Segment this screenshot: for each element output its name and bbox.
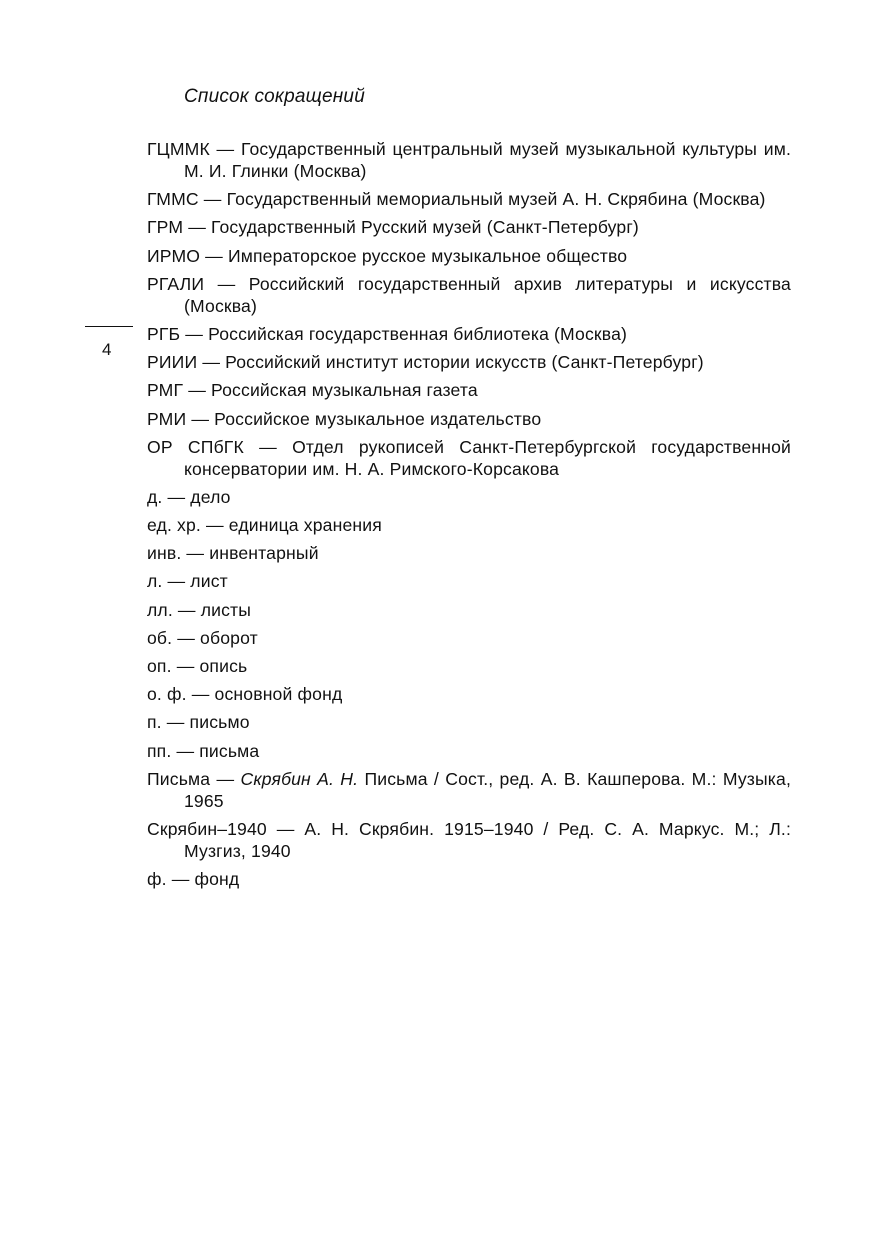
margin-rule — [85, 326, 133, 327]
abbreviation-term: ИРМО — [147, 245, 201, 266]
source-author: Скрябин А. Н. — [240, 768, 359, 789]
abbreviation-list — [147, 138, 791, 896]
abbreviation-term: РГАЛИ — [147, 273, 205, 294]
abbreviation-definition: Государственный Русский музей (Санкт-Петербург) — [211, 217, 639, 238]
abbreviation-entry — [147, 486, 791, 508]
abbreviation-definition: А. Н. Скрябин. 1915–1940 / Ред. С. А. Маркус. М.; Л.: Музгиз, 1940 — [184, 818, 791, 861]
entry-dash: — — [180, 323, 209, 344]
abbreviation-entry — [147, 868, 791, 890]
abbreviation-definition: Российское музыкальное издательство — [214, 408, 542, 429]
abbreviation-term: оп. — [147, 656, 172, 676]
abbreviation-term: ГММС — [147, 189, 199, 210]
entry-dash: — — [243, 436, 293, 457]
abbreviation-entry — [147, 768, 791, 812]
abbreviation-term: пп. — [147, 740, 172, 761]
abbreviation-term: РМИ — [147, 408, 187, 429]
abbreviation-term: РМГ — [147, 380, 184, 401]
abbreviation-entry — [147, 188, 791, 210]
abbreviation-term: РИИИ — [147, 352, 198, 373]
entry-dash: — — [204, 273, 249, 294]
abbreviation-definition: Российский институт истории искусств (Санкт-Петербург) — [225, 352, 704, 373]
abbreviation-entry — [147, 818, 791, 862]
abbreviation-entry — [147, 379, 791, 401]
entry-dash: — — [200, 245, 228, 266]
entry-dash: — — [162, 571, 191, 592]
abbreviation-term: РГБ — [147, 323, 181, 344]
abbreviation-definition: Государственный центральный музей музыкальной культуры им. М. И. Глинки (Москва) — [184, 139, 792, 181]
abbreviation-definition: Письма / Сост., ред. А. В. Кашперова. М.: Музыка, 1965 — [184, 768, 791, 811]
abbreviation-entry — [147, 683, 791, 705]
entry-dash: — — [172, 599, 201, 620]
abbreviation-entry — [147, 599, 791, 621]
abbreviation-definition: оборот — [200, 627, 258, 648]
entry-dash: — — [200, 515, 229, 536]
abbreviation-entry — [147, 740, 791, 762]
abbreviation-definition: Отдел рукописей Санкт-Петербургской государственной консерватории им. Н. А. Римского-Корсакова — [184, 436, 791, 479]
abbreviation-term: лл. — [147, 599, 173, 620]
abbreviation-term: ОР СПбГК — [147, 436, 244, 457]
abbreviation-definition: дело — [190, 486, 231, 507]
entry-dash: — — [198, 189, 227, 210]
abbreviation-term: д. — [147, 486, 163, 507]
abbreviation-entry — [147, 542, 791, 564]
abbreviation-definition: фонд — [194, 869, 240, 890]
entry-dash: — — [162, 486, 191, 507]
abbreviation-entry — [147, 655, 791, 677]
entry-dash: — — [186, 684, 215, 705]
page-title: Список сокращений — [184, 86, 365, 107]
abbreviation-term: об. — [147, 627, 173, 648]
abbreviation-entry — [147, 323, 791, 345]
abbreviation-term: л. — [147, 571, 163, 592]
abbreviation-definition: листы — [200, 599, 252, 620]
abbreviation-entry — [147, 436, 791, 480]
abbreviation-entry — [147, 273, 791, 317]
entry-dash: — — [197, 352, 226, 373]
entry-dash: — — [186, 408, 215, 429]
abbreviation-term: ед. хр. — [147, 515, 201, 536]
abbreviation-definition: Российская музыкальная газета — [211, 380, 478, 401]
entry-dash: — — [171, 656, 200, 676]
abbreviation-entry — [147, 711, 791, 733]
abbreviation-entry — [147, 570, 791, 592]
abbreviation-entry — [147, 351, 791, 373]
abbreviation-term: инв. — [147, 543, 182, 564]
abbreviation-entry — [147, 216, 791, 238]
abbreviation-term: о. ф. — [147, 684, 187, 705]
abbreviation-term: ГЦММК — [147, 139, 210, 159]
entry-dash: — — [266, 818, 305, 839]
abbreviation-entry — [147, 408, 791, 430]
abbreviation-definition: Российский государственный архив литературы и искусства (Москва) — [184, 273, 791, 316]
entry-dash: — — [209, 139, 241, 159]
abbreviation-definition: письма — [199, 740, 260, 761]
entry-dash: — — [161, 712, 190, 733]
abbreviation-definition: Российская государственная библиотека (Москва) — [208, 323, 628, 344]
entry-dash: — — [181, 543, 210, 564]
abbreviation-term: п. — [147, 712, 162, 733]
abbreviation-term: ГРМ — [147, 217, 184, 238]
entry-dash: — — [166, 869, 195, 890]
entry-dash: — — [172, 627, 201, 648]
abbreviation-term: ф. — [147, 869, 167, 890]
page-number: 4 — [102, 340, 112, 359]
abbreviation-entry — [147, 245, 791, 267]
abbreviation-definition: опись — [199, 656, 248, 676]
abbreviation-entry — [147, 627, 791, 649]
entry-dash: — — [183, 380, 211, 401]
abbreviation-definition: лист — [190, 571, 228, 592]
abbreviation-term: Скрябин–1940 — [147, 818, 267, 839]
abbreviation-term: Письма — [147, 768, 211, 789]
abbreviation-entry — [147, 514, 791, 536]
entry-dash: — — [183, 217, 211, 238]
abbreviation-definition: единица хранения — [228, 515, 382, 536]
entry-dash: — — [171, 740, 200, 761]
abbreviation-definition: Императорское русское музыкальное общество — [227, 245, 628, 266]
entry-dash: — — [210, 768, 241, 789]
abbreviation-definition: основной фонд — [214, 684, 343, 705]
abbreviation-definition: Государственный мемориальный музей А. Н. Скрябина (Москва) — [226, 189, 766, 210]
abbreviation-definition: письмо — [189, 712, 250, 733]
abbreviation-definition: инвентарный — [209, 543, 319, 564]
abbreviation-entry — [147, 138, 791, 182]
